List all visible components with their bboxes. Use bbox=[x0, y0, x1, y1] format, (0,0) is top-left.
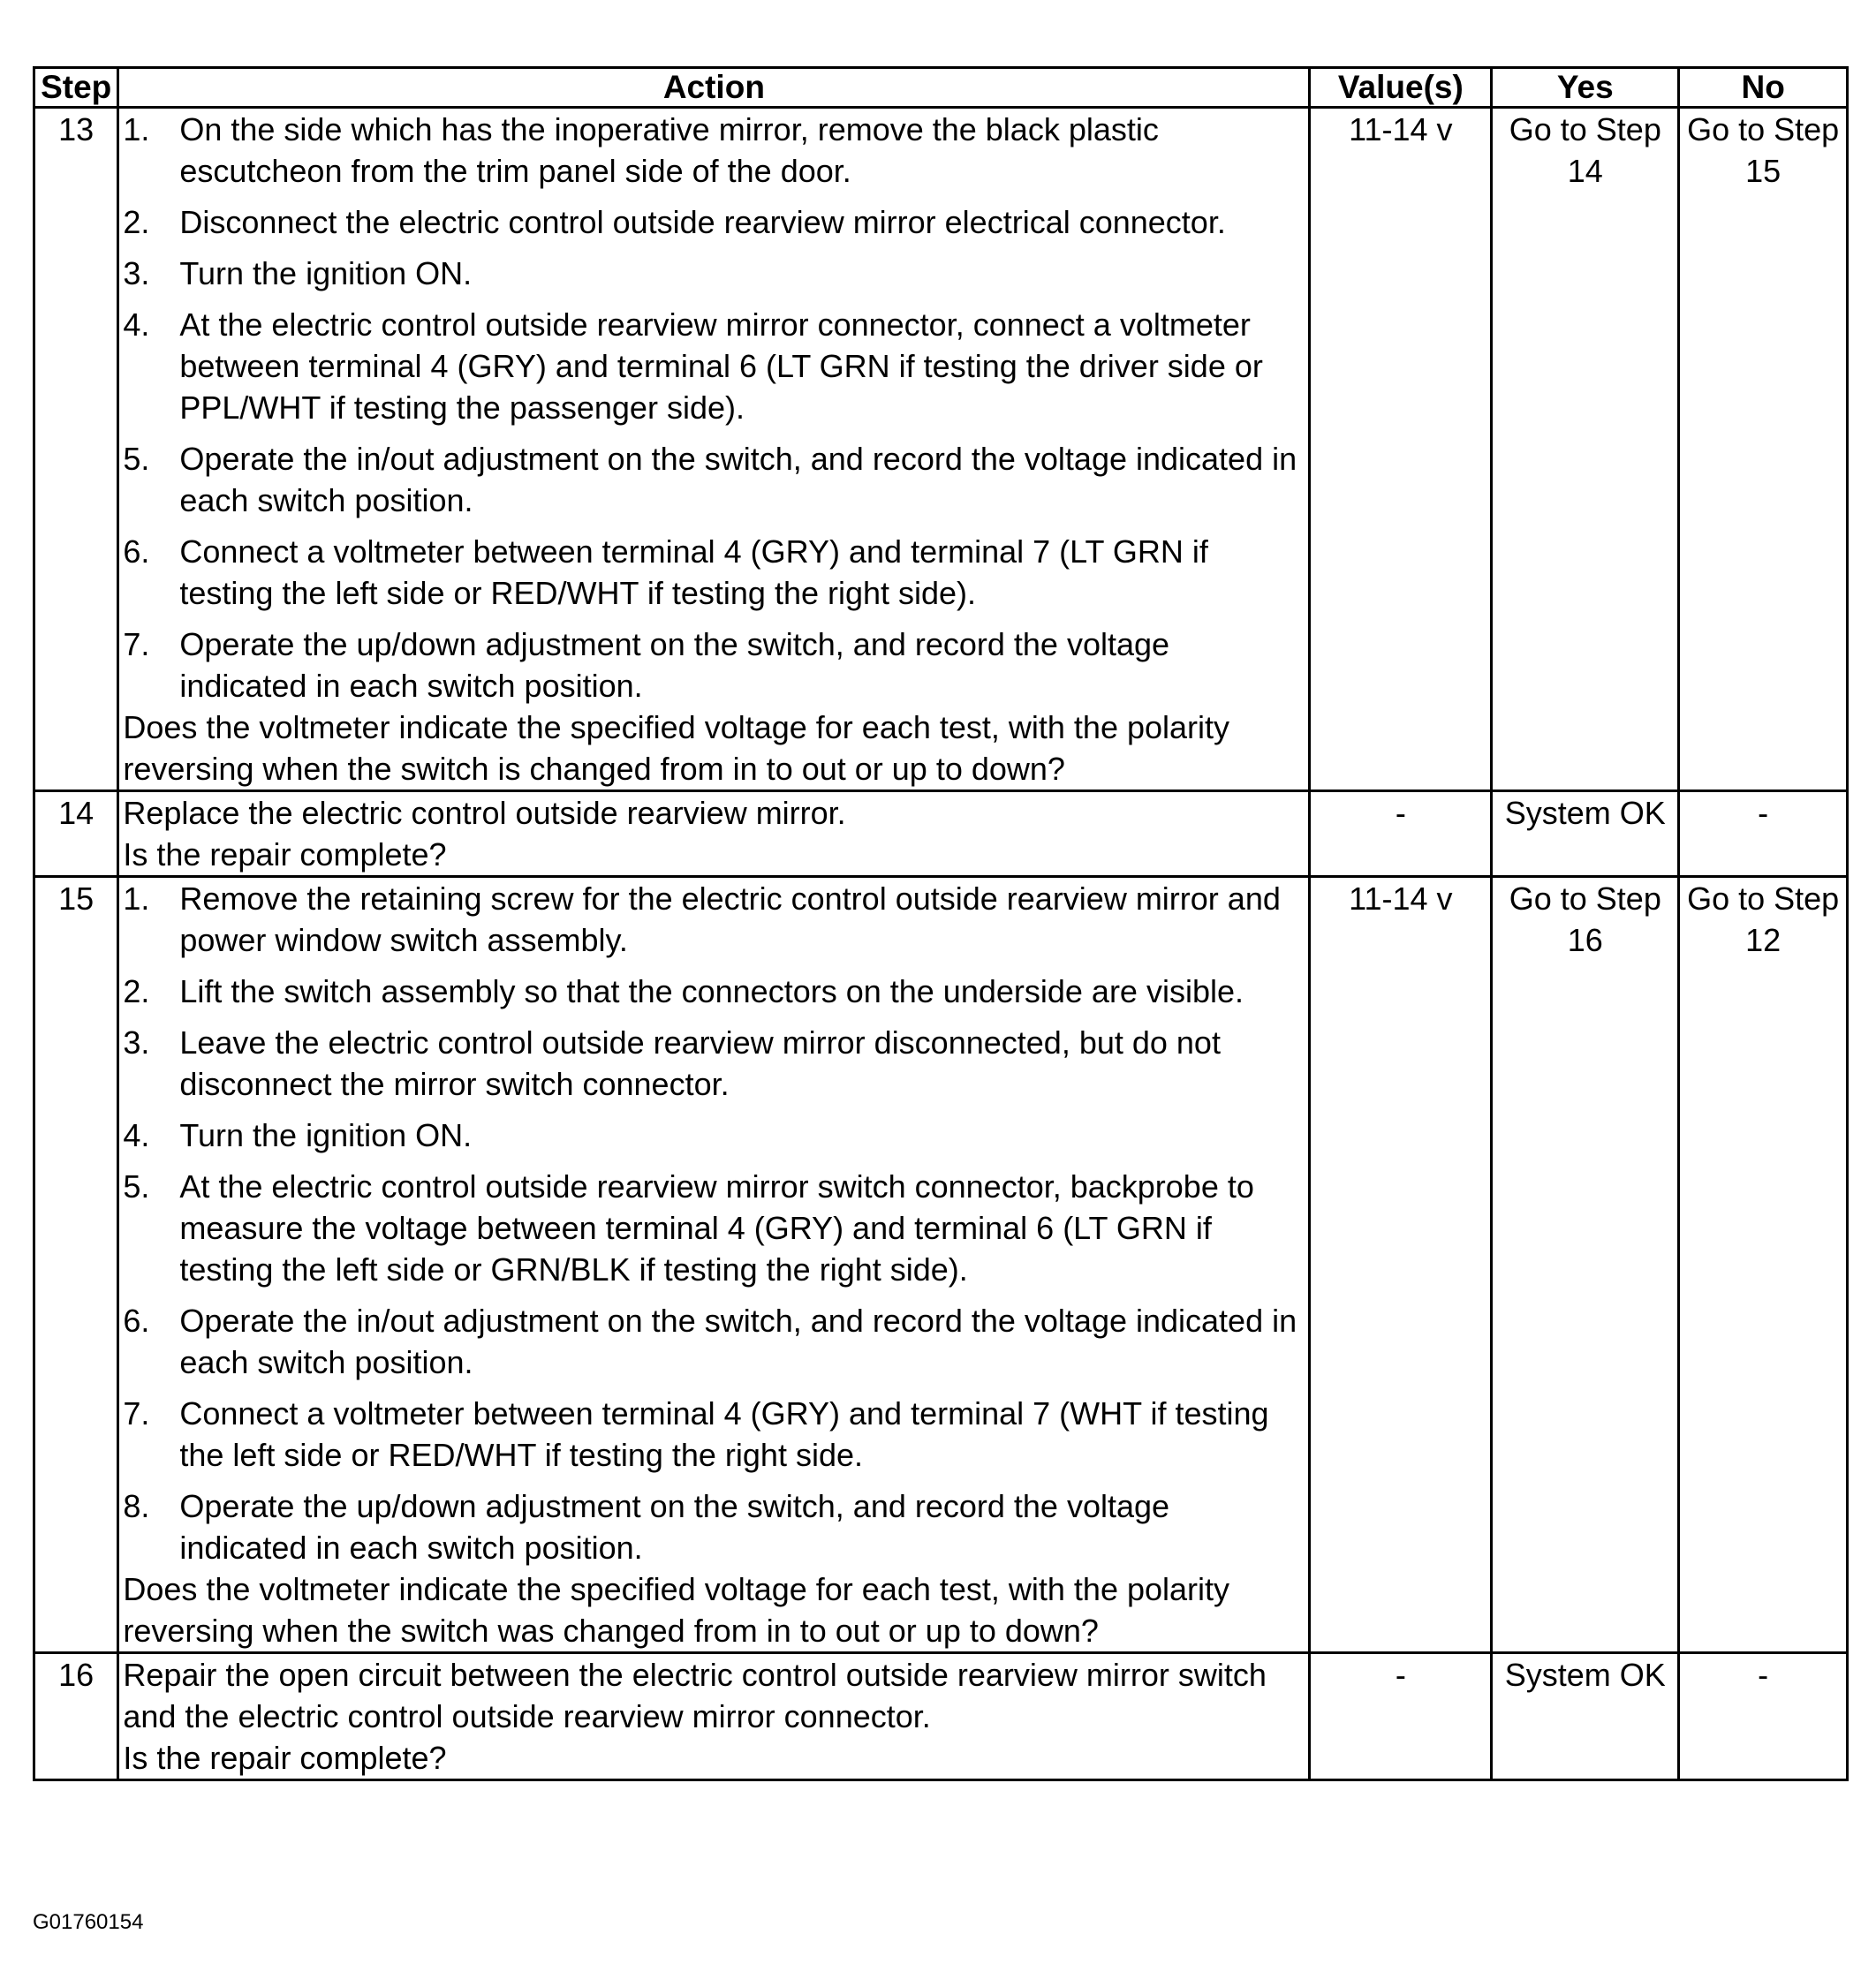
decision-question: Does the voltmeter indicate the specified voltage for each test, with the polarity reversing when the switch is changed from in to out or up to down? bbox=[123, 709, 1230, 787]
action-cell bbox=[118, 1653, 1310, 1780]
yes-cell: Go to Step 16 bbox=[1492, 877, 1679, 1653]
list-item bbox=[123, 878, 1303, 961]
list-item-text: Operate the in/out adjustment on the switch, and record the voltage indicated in each switch position. bbox=[179, 441, 1297, 518]
action-cell bbox=[118, 877, 1310, 1653]
list-item-text: On the side which has the inoperative mirror, remove the black plastic escutcheon from the trim panel side of the door. bbox=[179, 111, 1159, 189]
header-row bbox=[34, 68, 1848, 108]
value-cell: - bbox=[1310, 791, 1492, 877]
step-number: 14 bbox=[34, 791, 118, 877]
action-text: Replace the electric control outside rearview mirror. bbox=[123, 795, 846, 831]
decision-question: Does the voltmeter indicate the specified voltage for each test, with the polarity reversing when the switch was changed from in to out or up to down? bbox=[123, 1571, 1230, 1649]
header-values: Value(s) bbox=[1310, 68, 1492, 108]
action-steps bbox=[123, 878, 1303, 1568]
yes-cell: System OK bbox=[1492, 1653, 1679, 1780]
list-item-text: Connect a voltmeter between terminal 4 (GRY) and terminal 7 (LT GRN if testing the left side or RED/WHT if testing the right side). bbox=[179, 533, 1208, 611]
step-number: 15 bbox=[34, 877, 118, 1653]
list-item-text: Turn the ignition ON. bbox=[179, 255, 473, 291]
list-item-number: 6. bbox=[123, 1303, 150, 1339]
list-item-number: 5. bbox=[123, 441, 150, 477]
list-item-number: 7. bbox=[123, 1395, 150, 1432]
action-cell bbox=[118, 791, 1310, 877]
list-item bbox=[123, 253, 1303, 294]
list-item-number: 4. bbox=[123, 306, 150, 343]
diagnostic-table bbox=[33, 66, 1849, 1781]
list-item bbox=[123, 304, 1303, 428]
list-item-number: 3. bbox=[123, 1024, 150, 1061]
action-cell bbox=[118, 108, 1310, 791]
table-row-step-15 bbox=[34, 877, 1848, 1653]
no-cell: - bbox=[1679, 791, 1848, 877]
list-item bbox=[123, 1393, 1303, 1476]
list-item-text: At the electric control outside rearview mirror switch connector, backprobe to measure the voltage between terminal 4 (GRY) and terminal 6 (LT GRN if testing the left side or GRN/BLK if testing the right side). bbox=[179, 1168, 1254, 1288]
list-item bbox=[123, 1114, 1303, 1156]
list-item-text: Remove the retaining screw for the electric control outside rearview mirror and power window switch assembly. bbox=[179, 880, 1281, 958]
header-yes: Yes bbox=[1492, 68, 1679, 108]
list-item-number: 1. bbox=[123, 111, 150, 147]
value-cell: - bbox=[1310, 1653, 1492, 1780]
value-cell: 11-14 v bbox=[1310, 877, 1492, 1653]
list-item-number: 4. bbox=[123, 1117, 150, 1153]
header-no: No bbox=[1679, 68, 1848, 108]
list-item-text: Lift the switch assembly so that the connectors on the underside are visible. bbox=[179, 973, 1244, 1009]
action-text: Repair the open circuit between the electric control outside rearview mirror switch and the electric control outside rearview mirror connector. bbox=[123, 1657, 1267, 1734]
list-item-number: 2. bbox=[123, 973, 150, 1009]
decision-question: Is the repair complete? bbox=[123, 1740, 447, 1776]
table-row-step-16 bbox=[34, 1653, 1848, 1780]
no-cell: Go to Step 15 bbox=[1679, 108, 1848, 791]
list-item-number: 6. bbox=[123, 533, 150, 570]
no-cell: - bbox=[1679, 1653, 1848, 1780]
list-item bbox=[123, 623, 1303, 706]
list-item-text: Leave the electric control outside rearview mirror disconnected, but do not disconnect the mirror switch connector. bbox=[179, 1024, 1221, 1102]
list-item bbox=[123, 438, 1303, 521]
decision-question: Is the repair complete? bbox=[123, 836, 447, 873]
list-item bbox=[123, 201, 1303, 243]
list-item-number: 3. bbox=[123, 255, 150, 291]
yes-cell: Go to Step 14 bbox=[1492, 108, 1679, 791]
step-number: 13 bbox=[34, 108, 118, 791]
header-action: Action bbox=[118, 68, 1310, 108]
list-item bbox=[123, 1485, 1303, 1568]
list-item-number: 7. bbox=[123, 626, 150, 662]
list-item-text: Operate the up/down adjustment on the switch, and record the voltage indicated in each switch position. bbox=[179, 1488, 1170, 1566]
list-item-text: Operate the in/out adjustment on the switch, and record the voltage indicated in each switch position. bbox=[179, 1303, 1297, 1380]
list-item-number: 2. bbox=[123, 204, 150, 240]
list-item bbox=[123, 531, 1303, 614]
list-item-text: Operate the up/down adjustment on the switch, and record the voltage indicated in each switch position. bbox=[179, 626, 1170, 704]
list-item-text: Turn the ignition ON. bbox=[179, 1117, 473, 1153]
list-item bbox=[123, 1166, 1303, 1290]
list-item bbox=[123, 109, 1303, 192]
step-number: 16 bbox=[34, 1653, 118, 1780]
list-item-number: 8. bbox=[123, 1488, 150, 1524]
list-item-text: Disconnect the electric control outside rearview mirror electrical connector. bbox=[179, 204, 1226, 240]
header-step: Step bbox=[34, 68, 118, 108]
list-item-number: 5. bbox=[123, 1168, 150, 1205]
list-item-number: 1. bbox=[123, 880, 150, 917]
table-row-step-14 bbox=[34, 791, 1848, 877]
table-row-step-13 bbox=[34, 108, 1848, 791]
no-cell: Go to Step 12 bbox=[1679, 877, 1848, 1653]
list-item-text: At the electric control outside rearview mirror connector, connect a voltmeter between terminal 4 (GRY) and terminal 6 (LT GRN if testing the driver side or PPL/WHT if testing the passenger side). bbox=[179, 306, 1263, 426]
figure-id: G01760154 bbox=[33, 1910, 144, 1934]
list-item bbox=[123, 971, 1303, 1012]
list-item bbox=[123, 1022, 1303, 1105]
action-steps bbox=[123, 109, 1303, 706]
list-item bbox=[123, 1300, 1303, 1383]
list-item-text: Connect a voltmeter between terminal 4 (GRY) and terminal 7 (WHT if testing the left side or RED/WHT if testing the right side. bbox=[179, 1395, 1269, 1473]
value-cell: 11-14 v bbox=[1310, 108, 1492, 791]
yes-cell: System OK bbox=[1492, 791, 1679, 877]
